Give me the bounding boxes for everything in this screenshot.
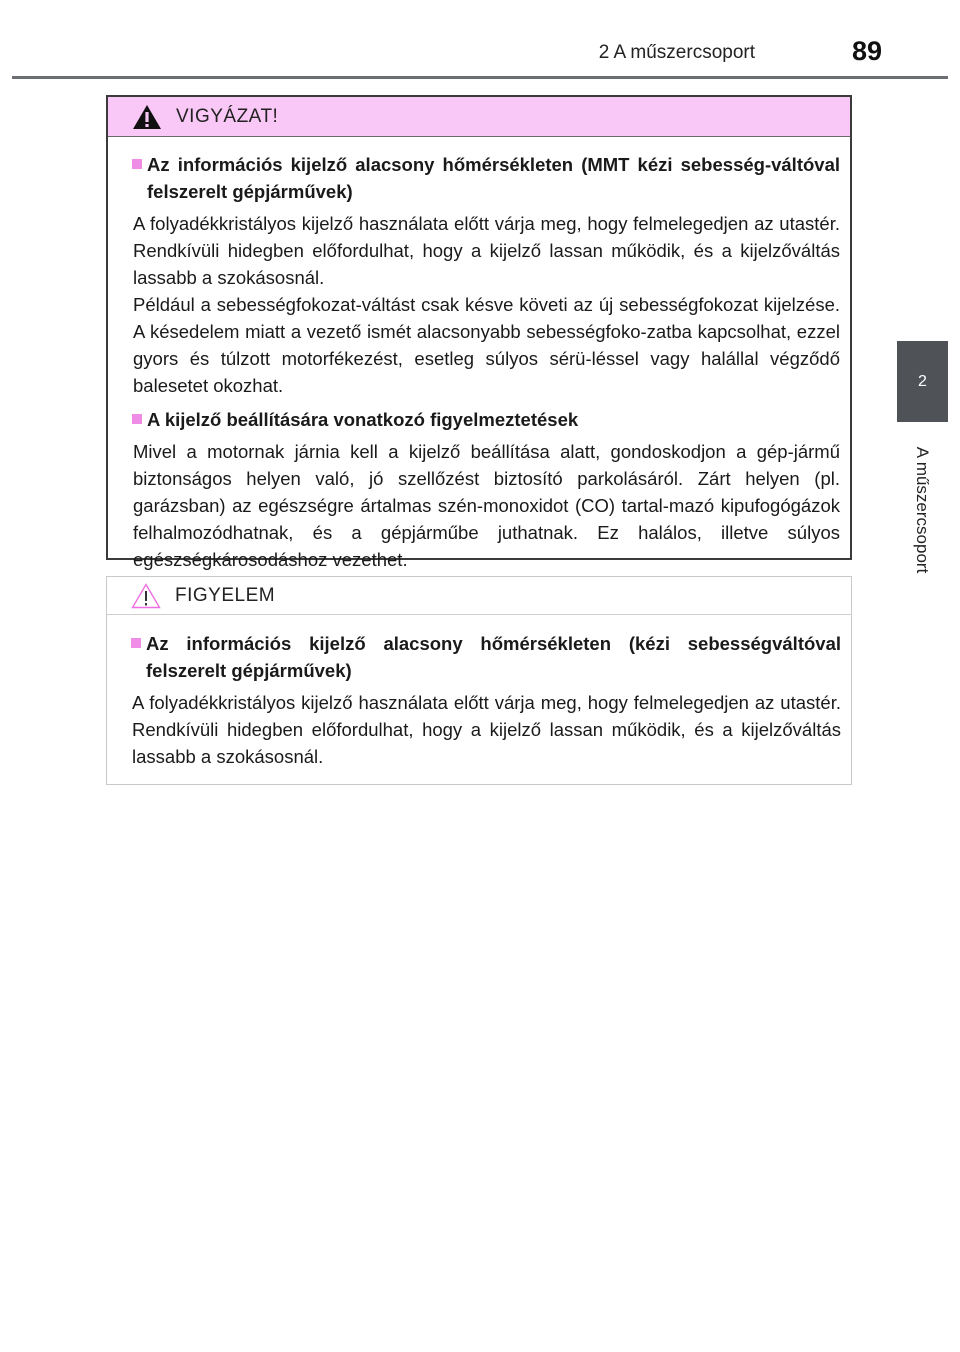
warning-item-heading-text: Az információs kijelző alacsony hőmérsékleten (MMT kézi sebesség-váltóval felszerelt gépjárművek) <box>147 154 840 202</box>
notice-box-title: FIGYELEM <box>175 584 276 606</box>
warning-box <box>106 95 852 570</box>
square-bullet-icon <box>132 414 142 424</box>
notice-item-heading-text: Az információs kijelző alacsony hőmérsékleten (kézi sebességváltóval felszerelt gépjárművek) <box>146 633 841 681</box>
notice-item-body <box>131 689 841 770</box>
notice-item <box>131 630 841 770</box>
chapter-tab-label: A műszercsoport <box>913 446 932 574</box>
paragraph: Például a sebességfokozat-váltást csak késve követi az új sebességfokozat kijelzése. A késedelem miatt a vezető ismét alacsonyabb sebességfoko-zatba kapcsolhat, ezzel gyors és túlzott motorfékezést, esetleg súlyos sérü-léssel vagy halállal végződő balesetet okozhat. <box>133 294 840 396</box>
notice-box-header <box>107 577 851 615</box>
notice-box-body <box>107 615 851 770</box>
chapter-tab-number: 2 <box>918 372 927 390</box>
chapter-tab <box>897 341 948 422</box>
warning-item <box>132 151 840 399</box>
warning-item-heading <box>132 406 840 433</box>
page-number: 89 <box>852 36 883 66</box>
header-section-title: 2 A műszercsoport <box>598 42 755 63</box>
warning-box-body <box>108 137 850 573</box>
square-bullet-icon <box>131 638 141 648</box>
warning-triangle-outline-icon <box>131 583 161 609</box>
warning-item-body <box>132 210 840 399</box>
warning-item-heading <box>132 151 840 205</box>
warning-triangle-filled-icon <box>132 104 162 130</box>
notice-box <box>106 576 852 785</box>
warning-box-title: VIGYÁZAT! <box>176 105 279 127</box>
paragraph: A folyadékkristályos kijelző használata előtt várja meg, hogy felmelegedjen az utastér. Rendkívüli hidegben előfordulhat, hogy a kijelző lassan működik, és a kijelzőváltás lassabb a szokásosnál. <box>132 692 841 767</box>
notice-item-heading <box>131 630 841 684</box>
paragraph: Mivel a motornak járnia kell a kijelző beállítása alatt, gondoskodjon a gép-jármű biztonságos helyen való, jó szellőzést biztosító parkolásáról. Zárt helyen (pl. garázsban) az egészségre ártalmas szén-monoxidot (CO) tartal-mazó kipufogógázok felhalmozódhatnak, és a gépjárműbe juthatnak. Ez halálos, illetve súlyos egészségkárosodáshoz vezethet. <box>133 441 840 570</box>
warning-box-header <box>108 97 850 137</box>
header-divider <box>12 76 948 79</box>
warning-item <box>132 406 840 573</box>
paragraph: A folyadékkristályos kijelző használata előtt várja meg, hogy felmelegedjen az utastér. Rendkívüli hidegben előfordulhat, hogy a kijelző lassan működik, és a kijelzőváltás lassabb a szokásosnál. <box>133 213 840 288</box>
square-bullet-icon <box>132 159 142 169</box>
warning-item-heading-text: A kijelző beállítására vonatkozó figyelmeztetések <box>147 409 579 430</box>
warning-item-body <box>132 438 840 573</box>
